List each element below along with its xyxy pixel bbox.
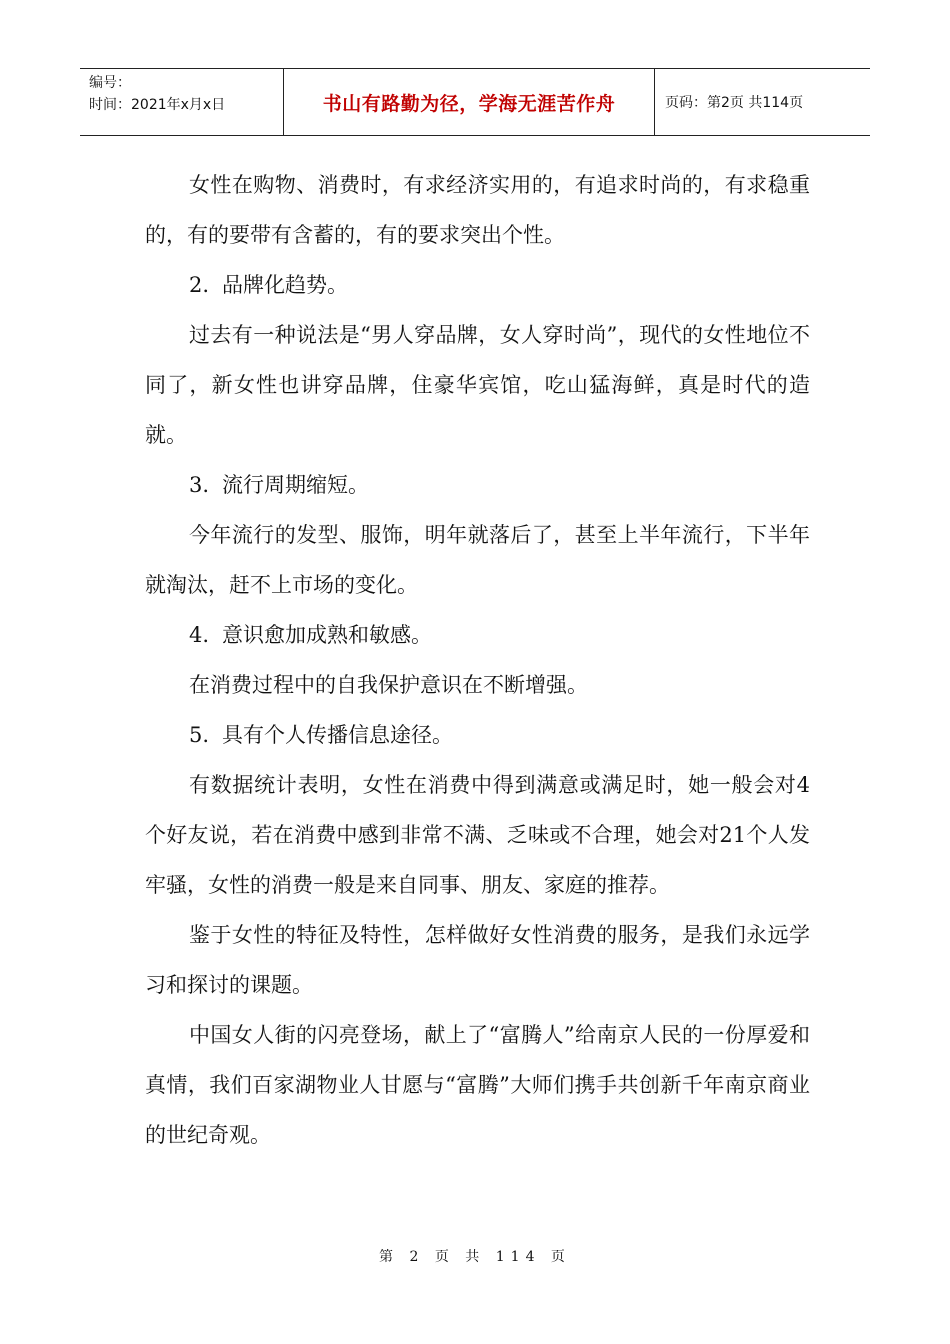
date-label: 时间：2021年x月x日	[89, 97, 226, 113]
heading-number: 4.	[189, 623, 210, 647]
motto-text: 书山有路勤为径，学海无涯苦作舟	[322, 92, 616, 115]
header-page-info	[655, 69, 870, 135]
body-paragraph: 中国女人街的闪亮登场，献上了“富腾人”给南京人民的一份厚爱和真情，我们百家湖物业人甘愿与“富腾”大师们携手共创新千年南京商业的世纪奇观。	[145, 1023, 810, 1147]
body-paragraph: 在消费过程中的自我保护意识在不断增强。	[189, 673, 588, 697]
heading-number: 2.	[189, 273, 210, 297]
page-info-text: 页码：第2页 共114页	[665, 95, 804, 111]
header-motto	[283, 69, 655, 135]
numbered-heading	[145, 260, 810, 310]
heading-number: 5.	[189, 723, 210, 747]
footer-page-number: 第 2 页 共 114 页	[379, 1249, 571, 1265]
heading-text: 具有个人传播信息途径。	[222, 723, 453, 747]
page-header	[80, 68, 870, 136]
header-meta	[80, 69, 283, 135]
document-body	[145, 160, 810, 1160]
heading-number: 3.	[189, 473, 210, 497]
numbered-heading	[145, 710, 810, 760]
body-paragraph: 女性在购物、消费时，有求经济实用的，有追求时尚的，有求稳重的，有的要带有含蓄的，有的要求突出个性。	[145, 173, 810, 247]
heading-text: 流行周期缩短。	[222, 473, 369, 497]
numbered-heading	[145, 610, 810, 660]
page-footer	[0, 1246, 950, 1266]
numbered-heading	[145, 460, 810, 510]
serial-label: 编号：	[89, 75, 131, 91]
body-paragraph: 过去有一种说法是“男人穿品牌，女人穿时尚”，现代的女性地位不同了，新女性也讲穿品牌，住豪华宾馆，吃山猛海鲜，真是时代的造就。	[145, 323, 810, 447]
body-paragraph: 今年流行的发型、服饰，明年就落后了，甚至上半年流行，下半年就淘汰，赶不上市场的变化。	[145, 523, 810, 597]
body-paragraph: 鉴于女性的特征及特性，怎样做好女性消费的服务，是我们永远学习和探讨的课题。	[145, 923, 810, 997]
body-paragraph: 有数据统计表明，女性在消费中得到满意或满足时，她一般会对4个好友说，若在消费中感到非常不满、乏味或不合理，她会对21个人发牢骚，女性的消费一般是来自同事、朋友、家庭的推荐。	[145, 773, 810, 897]
heading-text: 品牌化趋势。	[222, 273, 348, 297]
heading-text: 意识愈加成熟和敏感。	[222, 623, 432, 647]
